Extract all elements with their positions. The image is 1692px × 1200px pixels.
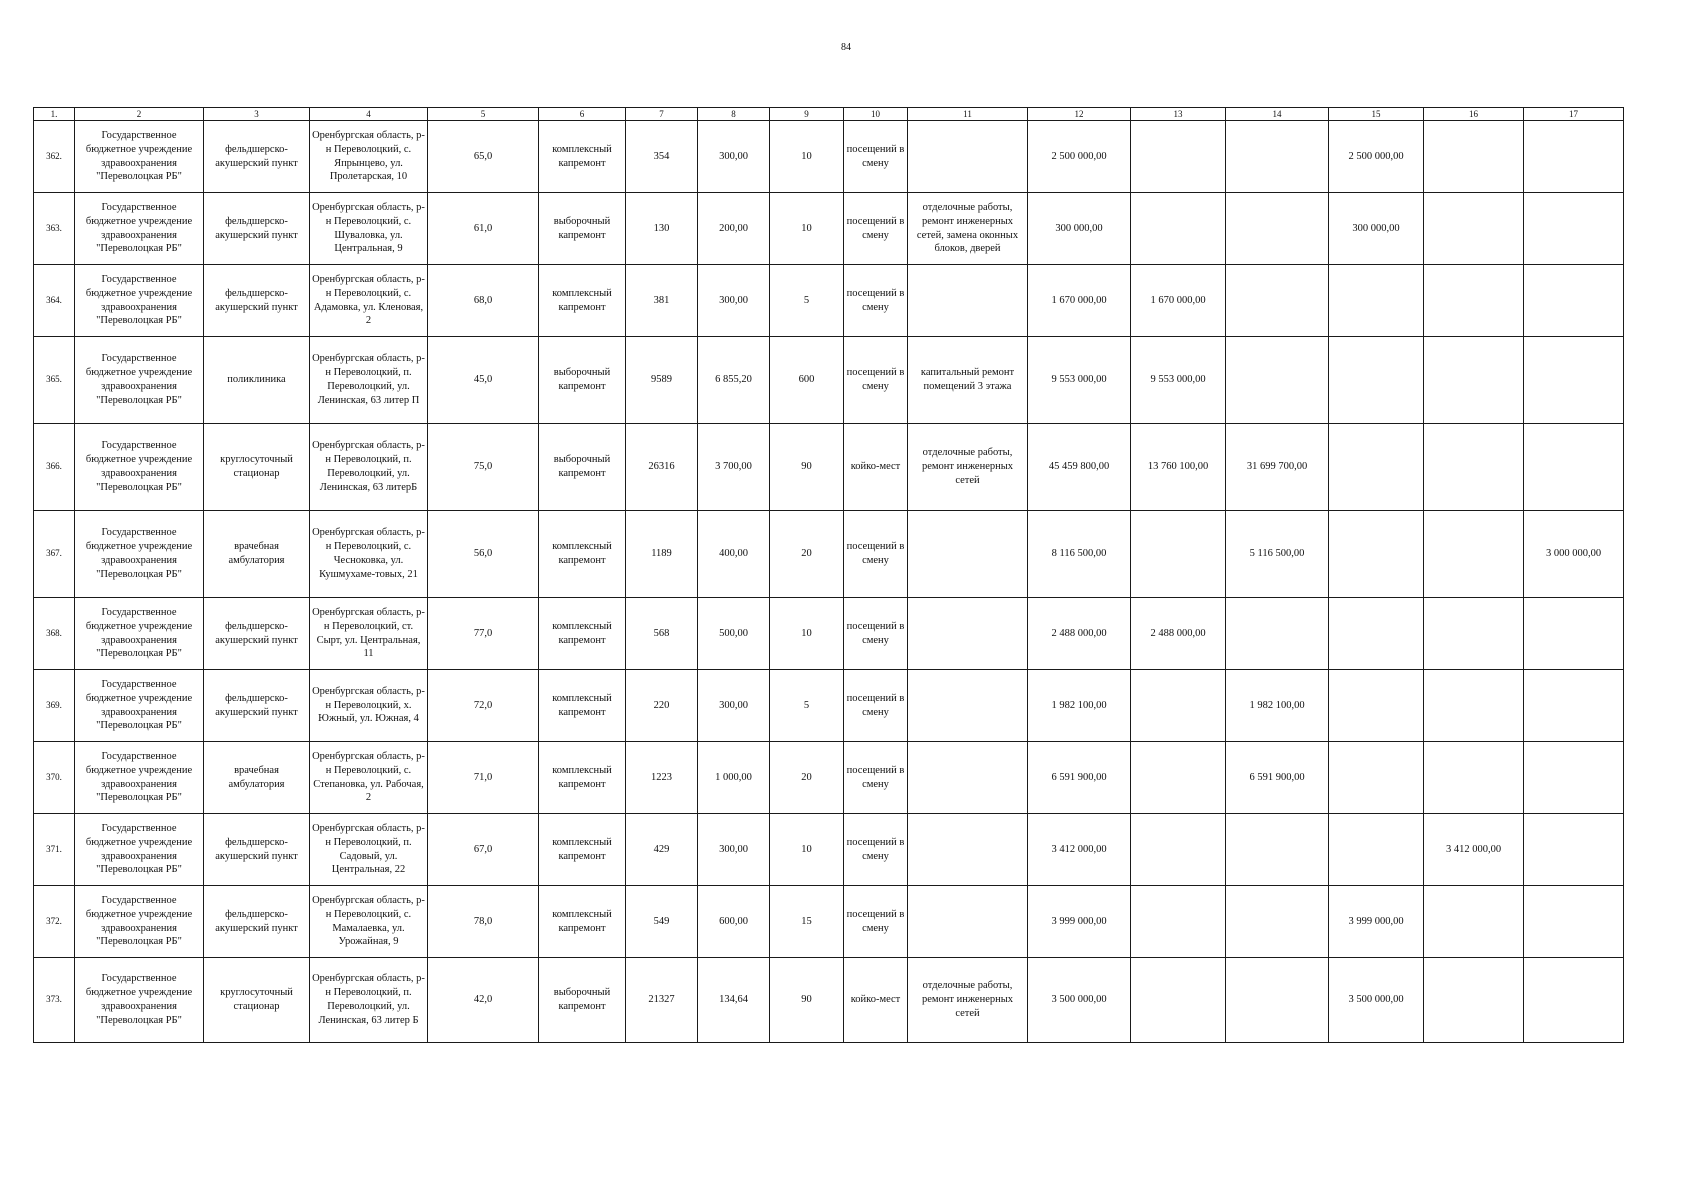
row-number: 366. [34,424,75,511]
table-row [34,121,1624,193]
address-cell: Оренбургская область, р-н Переволоцкий, с. Чесноковка, ул. Кушмухаме-товых, 21 [310,511,428,598]
capacity-cell: 20 [770,511,844,598]
wear-percent-cell: 45,0 [428,337,539,424]
table-row [34,193,1624,265]
column-header: 13 [1131,108,1226,121]
capacity-cell: 10 [770,814,844,886]
row-number: 372. [34,886,75,958]
column-header: 8 [698,108,770,121]
year-cost-cell [1226,886,1329,958]
column-header: 14 [1226,108,1329,121]
facility-type-cell: фельдшерско-акушерский пункт [204,598,310,670]
row-number: 370. [34,742,75,814]
year-cost-cell [1424,598,1524,670]
capacity-unit-cell: посещений в смену [844,337,908,424]
capacity-cell: 600 [770,337,844,424]
capacity-cell: 10 [770,193,844,265]
facility-type-cell: фельдшерско-акушерский пункт [204,265,310,337]
area-cell: 220 [626,670,698,742]
institution-cell: Государственное бюджетное учреждение здравоохранения "Переволоцкая РБ" [75,265,204,337]
row-number: 364. [34,265,75,337]
repair-type-cell: комплексный капремонт [539,814,626,886]
row-number: 365. [34,337,75,424]
year-cost-cell [1226,265,1329,337]
facility-type-cell: поликлиника [204,337,310,424]
repair-type-cell: выборочный капремонт [539,193,626,265]
year-cost-cell [1131,886,1226,958]
work-description-cell [908,511,1028,598]
address-cell: Оренбургская область, р-н Переволоцкий, х. Южный, ул. Южная, 4 [310,670,428,742]
institution-cell: Государственное бюджетное учреждение здравоохранения "Переволоцкая РБ" [75,742,204,814]
column-header: 11 [908,108,1028,121]
institution-cell: Государственное бюджетное учреждение здравоохранения "Переволоцкая РБ" [75,511,204,598]
year-cost-cell [1424,265,1524,337]
work-description-cell [908,598,1028,670]
year-cost-cell [1226,598,1329,670]
year-cost-cell [1424,742,1524,814]
address-cell: Оренбургская область, р-н Переволоцкий, п. Переволоцкий, ул. Ленинская, 63 литерБ [310,424,428,511]
row-number: 371. [34,814,75,886]
institution-cell: Государственное бюджетное учреждение здравоохранения "Переволоцкая РБ" [75,193,204,265]
year-cost-cell [1329,814,1424,886]
capacity-unit-cell: посещений в смену [844,814,908,886]
address-cell: Оренбургская область, р-н Переволоцкий, п. Переволоцкий, ул. Ленинская, 63 литер Б [310,958,428,1043]
capacity-unit-cell: посещений в смену [844,670,908,742]
total-cost-cell: 3 412 000,00 [1028,814,1131,886]
work-description-cell [908,814,1028,886]
area-cell: 130 [626,193,698,265]
table-row [34,265,1624,337]
column-header: 1. [34,108,75,121]
address-cell: Оренбургская область, р-н Переволоцкий, п. Переволоцкий, ул. Ленинская, 63 литер П [310,337,428,424]
work-description-cell [908,742,1028,814]
column-header: 12 [1028,108,1131,121]
address-cell: Оренбургская область, р-н Переволоцкий, ст. Сырт, ул. Центральная, 11 [310,598,428,670]
year-cost-cell [1524,121,1624,193]
facility-type-cell: врачебная амбулатория [204,511,310,598]
total-cost-cell: 1 982 100,00 [1028,670,1131,742]
total-cost-cell: 9 553 000,00 [1028,337,1131,424]
year-cost-cell [1329,511,1424,598]
total-cost-cell: 3 999 000,00 [1028,886,1131,958]
work-description-cell [908,670,1028,742]
page-number: 84 [841,42,851,53]
table-row [34,670,1624,742]
cost-per-unit-cell: 600,00 [698,886,770,958]
work-description-cell: отделочные работы, ремонт инженерных сетей [908,424,1028,511]
area-cell: 568 [626,598,698,670]
year-cost-cell: 1 982 100,00 [1226,670,1329,742]
facility-type-cell: фельдшерско-акушерский пункт [204,670,310,742]
cost-per-unit-cell: 300,00 [698,121,770,193]
year-cost-cell [1524,670,1624,742]
work-description-cell [908,265,1028,337]
capacity-unit-cell: посещений в смену [844,886,908,958]
year-cost-cell [1226,958,1329,1043]
year-cost-cell [1524,958,1624,1043]
year-cost-cell: 3 999 000,00 [1329,886,1424,958]
institution-cell: Государственное бюджетное учреждение здравоохранения "Переволоцкая РБ" [75,598,204,670]
year-cost-cell [1524,193,1624,265]
total-cost-cell: 8 116 500,00 [1028,511,1131,598]
year-cost-cell [1424,670,1524,742]
capacity-cell: 5 [770,670,844,742]
year-cost-cell: 5 116 500,00 [1226,511,1329,598]
area-cell: 9589 [626,337,698,424]
year-cost-cell: 3 412 000,00 [1424,814,1524,886]
capacity-cell: 20 [770,742,844,814]
table-row [34,598,1624,670]
repair-type-cell: комплексный капремонт [539,886,626,958]
column-header: 4 [310,108,428,121]
total-cost-cell: 300 000,00 [1028,193,1131,265]
year-cost-cell: 300 000,00 [1329,193,1424,265]
repair-type-cell: комплексный капремонт [539,598,626,670]
work-description-cell [908,121,1028,193]
facility-type-cell: фельдшерско-акушерский пункт [204,121,310,193]
area-cell: 1223 [626,742,698,814]
year-cost-cell [1131,193,1226,265]
year-cost-cell [1524,265,1624,337]
repair-type-cell: комплексный капремонт [539,670,626,742]
cost-per-unit-cell: 200,00 [698,193,770,265]
facility-type-cell: фельдшерско-акушерский пункт [204,886,310,958]
wear-percent-cell: 78,0 [428,886,539,958]
year-cost-cell [1424,121,1524,193]
institution-cell: Государственное бюджетное учреждение здравоохранения "Переволоцкая РБ" [75,424,204,511]
work-description-cell: отделочные работы, ремонт инженерных сетей, замена оконных блоков, дверей [908,193,1028,265]
institution-cell: Государственное бюджетное учреждение здравоохранения "Переволоцкая РБ" [75,958,204,1043]
column-header: 15 [1329,108,1424,121]
year-cost-cell: 2 488 000,00 [1131,598,1226,670]
repair-type-cell: комплексный капремонт [539,742,626,814]
year-cost-cell [1524,814,1624,886]
table-row [34,424,1624,511]
facility-type-cell: фельдшерско-акушерский пункт [204,193,310,265]
wear-percent-cell: 56,0 [428,511,539,598]
row-number: 363. [34,193,75,265]
area-cell: 381 [626,265,698,337]
wear-percent-cell: 72,0 [428,670,539,742]
table-row [34,958,1624,1043]
year-cost-cell [1131,742,1226,814]
total-cost-cell: 2 488 000,00 [1028,598,1131,670]
row-number: 369. [34,670,75,742]
institution-cell: Государственное бюджетное учреждение здравоохранения "Переволоцкая РБ" [75,814,204,886]
column-header: 10 [844,108,908,121]
year-cost-cell [1524,598,1624,670]
year-cost-cell [1329,742,1424,814]
total-cost-cell: 3 500 000,00 [1028,958,1131,1043]
area-cell: 549 [626,886,698,958]
capacity-unit-cell: посещений в смену [844,598,908,670]
year-cost-cell [1131,121,1226,193]
column-number-row [34,108,1624,121]
year-cost-cell: 3 500 000,00 [1329,958,1424,1043]
year-cost-cell: 1 670 000,00 [1131,265,1226,337]
capacity-cell: 90 [770,424,844,511]
area-cell: 26316 [626,424,698,511]
row-number: 373. [34,958,75,1043]
cost-per-unit-cell: 3 700,00 [698,424,770,511]
year-cost-cell: 13 760 100,00 [1131,424,1226,511]
capacity-cell: 10 [770,598,844,670]
cost-per-unit-cell: 1 000,00 [698,742,770,814]
cost-per-unit-cell: 300,00 [698,265,770,337]
year-cost-cell: 2 500 000,00 [1329,121,1424,193]
cost-per-unit-cell: 300,00 [698,814,770,886]
table-row [34,814,1624,886]
year-cost-cell [1131,958,1226,1043]
year-cost-cell [1424,958,1524,1043]
year-cost-cell [1226,193,1329,265]
wear-percent-cell: 61,0 [428,193,539,265]
row-number: 368. [34,598,75,670]
table-row [34,511,1624,598]
column-header: 17 [1524,108,1624,121]
year-cost-cell: 31 699 700,00 [1226,424,1329,511]
capacity-cell: 5 [770,265,844,337]
year-cost-cell: 6 591 900,00 [1226,742,1329,814]
year-cost-cell [1524,337,1624,424]
year-cost-cell [1329,670,1424,742]
year-cost-cell [1424,886,1524,958]
wear-percent-cell: 42,0 [428,958,539,1043]
area-cell: 1189 [626,511,698,598]
wear-percent-cell: 65,0 [428,121,539,193]
table-row [34,337,1624,424]
total-cost-cell: 1 670 000,00 [1028,265,1131,337]
cost-per-unit-cell: 6 855,20 [698,337,770,424]
total-cost-cell: 2 500 000,00 [1028,121,1131,193]
work-description-cell: капитальный ремонт помещений 3 этажа [908,337,1028,424]
table-row [34,886,1624,958]
facility-type-cell: круглосуточный стационар [204,424,310,511]
column-header: 6 [539,108,626,121]
capacity-unit-cell: посещений в смену [844,121,908,193]
facility-type-cell: фельдшерско-акушерский пункт [204,814,310,886]
cost-per-unit-cell: 500,00 [698,598,770,670]
address-cell: Оренбургская область, р-н Переволоцкий, с. Шуваловка, ул. Центральная, 9 [310,193,428,265]
year-cost-cell [1131,814,1226,886]
institution-cell: Государственное бюджетное учреждение здравоохранения "Переволоцкая РБ" [75,337,204,424]
year-cost-cell: 9 553 000,00 [1131,337,1226,424]
year-cost-cell [1131,511,1226,598]
year-cost-cell [1329,265,1424,337]
row-number: 362. [34,121,75,193]
repair-type-cell: комплексный капремонт [539,121,626,193]
address-cell: Оренбургская область, р-н Переволоцкий, с. Мамалаевка, ул. Урожайная, 9 [310,886,428,958]
repair-type-cell: выборочный капремонт [539,424,626,511]
year-cost-cell [1329,598,1424,670]
repair-type-cell: комплексный капремонт [539,511,626,598]
year-cost-cell [1424,337,1524,424]
address-cell: Оренбургская область, р-н Переволоцкий, п. Садовый, ул. Центральная, 22 [310,814,428,886]
facility-type-cell: врачебная амбулатория [204,742,310,814]
capacity-cell: 10 [770,121,844,193]
cost-per-unit-cell: 400,00 [698,511,770,598]
institution-cell: Государственное бюджетное учреждение здравоохранения "Переволоцкая РБ" [75,886,204,958]
column-header: 9 [770,108,844,121]
year-cost-cell [1131,670,1226,742]
facility-type-cell: круглосуточный стационар [204,958,310,1043]
year-cost-cell [1424,424,1524,511]
year-cost-cell [1424,193,1524,265]
column-header: 5 [428,108,539,121]
area-cell: 429 [626,814,698,886]
capacity-unit-cell: посещений в смену [844,265,908,337]
capacity-unit-cell: койко-мест [844,958,908,1043]
repair-type-cell: комплексный капремонт [539,265,626,337]
year-cost-cell [1524,886,1624,958]
total-cost-cell: 45 459 800,00 [1028,424,1131,511]
capacity-unit-cell: койко-мест [844,424,908,511]
column-header: 7 [626,108,698,121]
row-number: 367. [34,511,75,598]
capacity-cell: 15 [770,886,844,958]
wear-percent-cell: 75,0 [428,424,539,511]
year-cost-cell [1424,511,1524,598]
year-cost-cell [1226,121,1329,193]
total-cost-cell: 6 591 900,00 [1028,742,1131,814]
work-description-cell: отделочные работы, ремонт инженерных сетей [908,958,1028,1043]
cost-per-unit-cell: 300,00 [698,670,770,742]
capacity-unit-cell: посещений в смену [844,742,908,814]
cost-per-unit-cell: 134,64 [698,958,770,1043]
capacity-unit-cell: посещений в смену [844,193,908,265]
repair-type-cell: выборочный капремонт [539,337,626,424]
work-description-cell [908,886,1028,958]
year-cost-cell [1226,814,1329,886]
institution-cell: Государственное бюджетное учреждение здравоохранения "Переволоцкая РБ" [75,121,204,193]
year-cost-cell [1329,337,1424,424]
wear-percent-cell: 71,0 [428,742,539,814]
year-cost-cell [1226,337,1329,424]
repair-type-cell: выборочный капремонт [539,958,626,1043]
year-cost-cell [1524,742,1624,814]
table-row [34,742,1624,814]
wear-percent-cell: 77,0 [428,598,539,670]
wear-percent-cell: 67,0 [428,814,539,886]
wear-percent-cell: 68,0 [428,265,539,337]
address-cell: Оренбургская область, р-н Переволоцкий, с. Степановка, ул. Рабочая, 2 [310,742,428,814]
column-header: 16 [1424,108,1524,121]
capacity-unit-cell: посещений в смену [844,511,908,598]
column-header: 2 [75,108,204,121]
year-cost-cell: 3 000 000,00 [1524,511,1624,598]
area-cell: 21327 [626,958,698,1043]
address-cell: Оренбургская область, р-н Переволоцкий, с. Адамовка, ул. Кленовая, 2 [310,265,428,337]
capacity-cell: 90 [770,958,844,1043]
year-cost-cell [1524,424,1624,511]
year-cost-cell [1329,424,1424,511]
area-cell: 354 [626,121,698,193]
column-header: 3 [204,108,310,121]
institution-cell: Государственное бюджетное учреждение здравоохранения "Переволоцкая РБ" [75,670,204,742]
address-cell: Оренбургская область, р-н Переволоцкий, с. Япрынцево, ул. Пролетарская, 10 [310,121,428,193]
repair-program-table [33,107,1624,1043]
